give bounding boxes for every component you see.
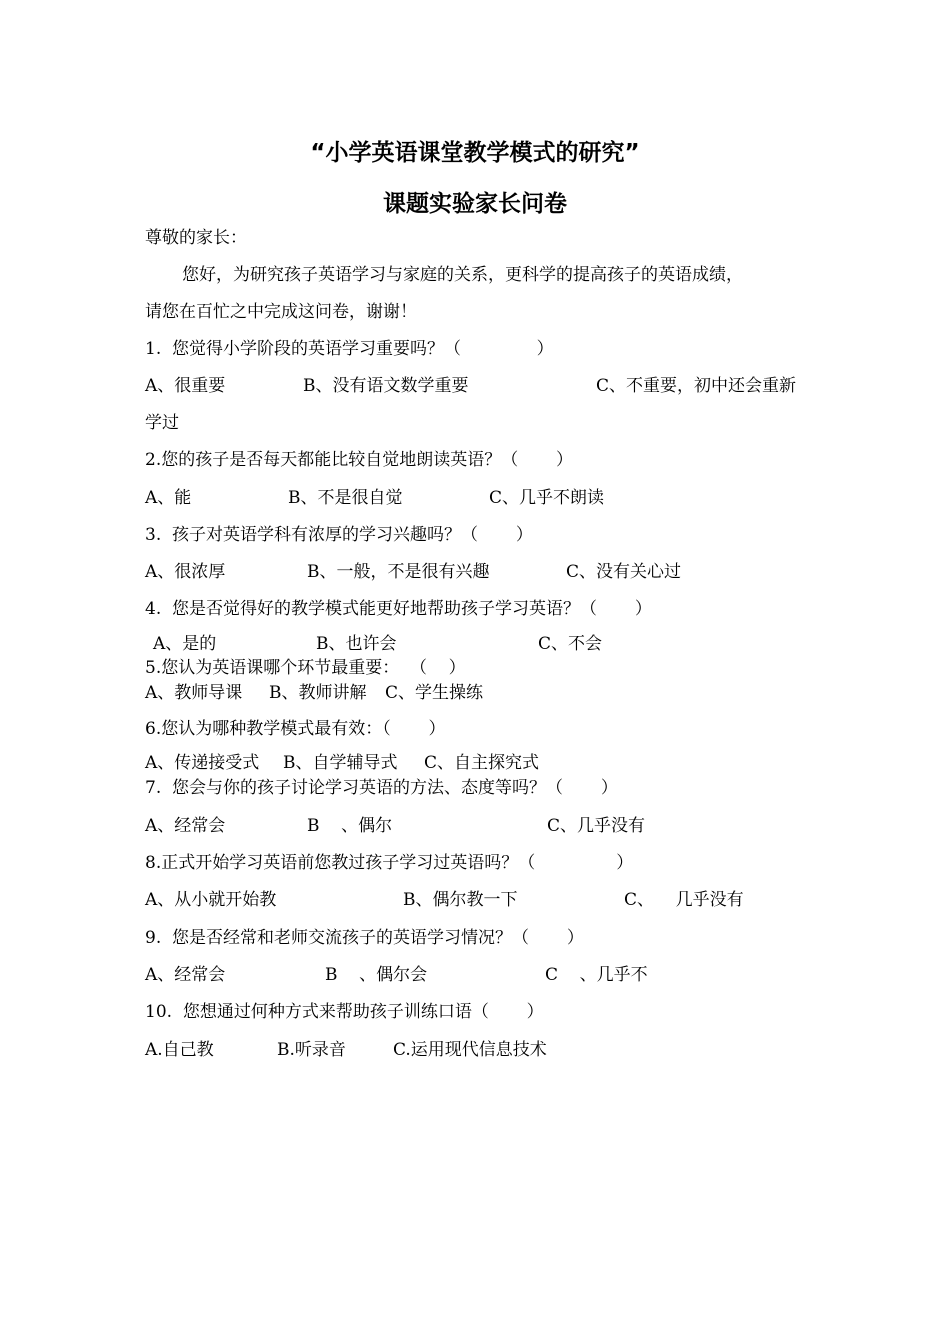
page-subtitle: 课题实验家长问卷 [383, 191, 567, 217]
option-c: C、不会 [538, 634, 603, 654]
option-a: A、教师导课 [145, 683, 243, 703]
question-text: 2.您的孩子是否每天都能比较自觉地朗读英语？（ ） [145, 450, 574, 470]
option-b: B、没有语文数学重要 [303, 376, 469, 396]
option-b: B、不是很自觉 [288, 488, 403, 508]
option-b: B、偶尔教一下 [403, 890, 518, 910]
option-b: B、一般，不是很有兴趣 [307, 562, 490, 582]
option-a: A、很浓厚 [145, 562, 226, 582]
option-c: C、不重要，初中还会重新 [596, 376, 797, 396]
page-title: “小学英语课堂教学模式的研究” [310, 140, 640, 166]
option-c: C、几乎没有 [547, 816, 646, 836]
option-a: A、很重要 [145, 376, 226, 396]
option-b: B、自学辅导式 [283, 753, 398, 773]
option-a: A、传递接受式 [145, 753, 260, 773]
option-a: A、是的 [153, 634, 217, 654]
question-text: 4. 您是否觉得好的教学模式能更好地帮助孩子学习英语？（ ） [145, 599, 652, 619]
option-c: C 、几乎不 [545, 965, 648, 985]
option-a: A、经常会 [145, 965, 226, 985]
question-text: 8.正式开始学习英语前您教过孩子学习过英语吗？（ ） [145, 853, 634, 873]
option-a: A、经常会 [145, 816, 226, 836]
option-b: B、也许会 [316, 634, 397, 654]
question-text: 9. 您是否经常和老师交流孩子的英语学习情况？（ ） [145, 928, 584, 948]
option-c: C、没有关心过 [566, 562, 682, 582]
option-b: B 、偶尔 [307, 816, 393, 836]
option-c: C、自主探究式 [424, 753, 540, 773]
option-c-continued: 学过 [145, 413, 179, 433]
option-c: C、几乎不朗读 [489, 488, 605, 508]
salutation: 尊敬的家长： [145, 228, 247, 248]
option-c: C、学生操练 [385, 683, 484, 703]
option-a: A、能 [145, 488, 192, 508]
question-text: 6.您认为哪种教学模式最有效：（ ） [145, 719, 446, 739]
option-a: A、从小就开始教 [145, 890, 277, 910]
option-c: C.运用现代信息技术 [393, 1040, 547, 1060]
option-c: C、 几乎没有 [624, 890, 744, 910]
intro-text: 请您在百忙之中完成这问卷，谢谢！ [145, 302, 417, 322]
option-a: A.自己教 [145, 1040, 214, 1060]
question-text: 10. 您想通过何种方式来帮助孩子训练口语（ ） [145, 1002, 544, 1022]
question-text: 5.您认为英语课哪个环节最重要： （ ） [145, 658, 466, 678]
intro-text: 您好，为研究孩子英语学习与家庭的关系，更科学的提高孩子的英语成绩， [182, 265, 743, 285]
question-text: 3. 孩子对英语学科有浓厚的学习兴趣吗？（ ） [145, 525, 533, 545]
question-text: 1. 您觉得小学阶段的英语学习重要吗？（ ） [145, 339, 554, 359]
question-text: 7. 您会与你的孩子讨论学习英语的方法、态度等吗？（ ） [145, 778, 618, 798]
option-b: B、教师讲解 [269, 683, 367, 703]
option-b: B 、偶尔会 [325, 965, 428, 985]
option-b: B.听录音 [277, 1040, 346, 1060]
